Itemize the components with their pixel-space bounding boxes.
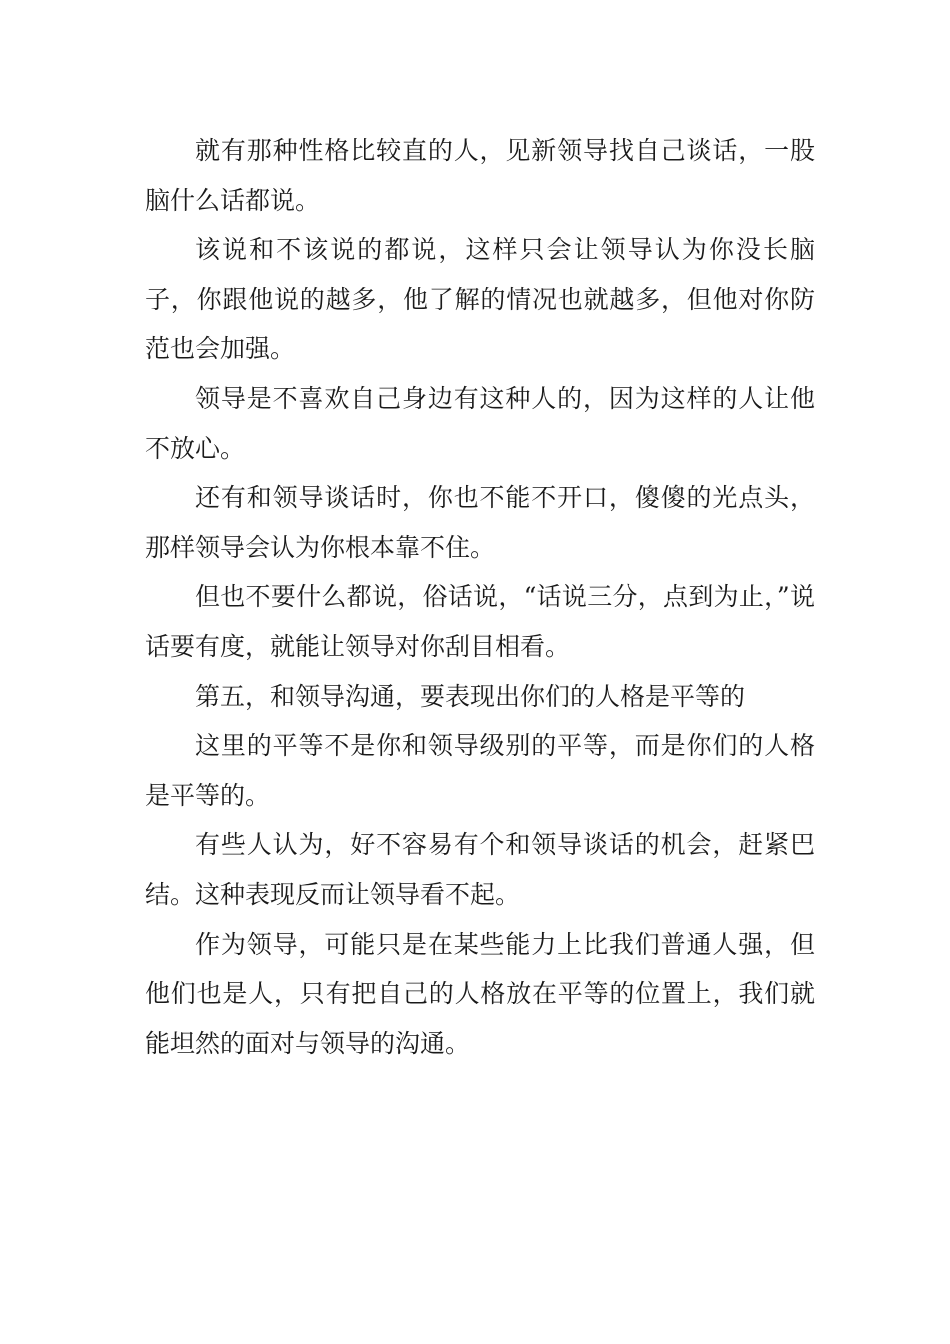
paragraph: 还有和领导谈话时，你也不能不开口，傻傻的光点头，那样领导会认为你根本靠不住。 xyxy=(145,483,815,562)
paragraph: 作为领导，可能只是在某些能力上比我们普通人强，但他们也是人，只有把自己的人格放在平等的位置上，我们就能坦然的面对与领导的沟通。 xyxy=(145,929,815,1058)
paragraph: 但也不要什么都说，俗话说，“话说三分，点到为止，”说话要有度，就能让领导对你刮目相看。 xyxy=(145,582,815,661)
document-body xyxy=(145,126,815,1068)
paragraph: 有些人认为，好不容易有个和领导谈话的机会，赶紧巴结。这种表现反而让领导看不起。 xyxy=(145,830,815,909)
section-heading: 第五，和领导沟通，要表现出你们的人格是平等的 xyxy=(195,681,746,711)
paragraph: 就有那种性格比较直的人，见新领导找自己谈话，一股脑什么话都说。 xyxy=(145,136,815,215)
paragraph: 领导是不喜欢自己身边有这种人的，因为这样的人让他不放心。 xyxy=(145,383,815,463)
paragraph: 这里的平等不是你和领导级别的平等，而是你们的人格是平等的。 xyxy=(145,731,815,810)
paragraph: 该说和不该说的都说，这样只会让领导认为你没长脑子，你跟他说的越多，他了解的情况也就越多，但他对你防范也会加强。 xyxy=(145,235,815,364)
